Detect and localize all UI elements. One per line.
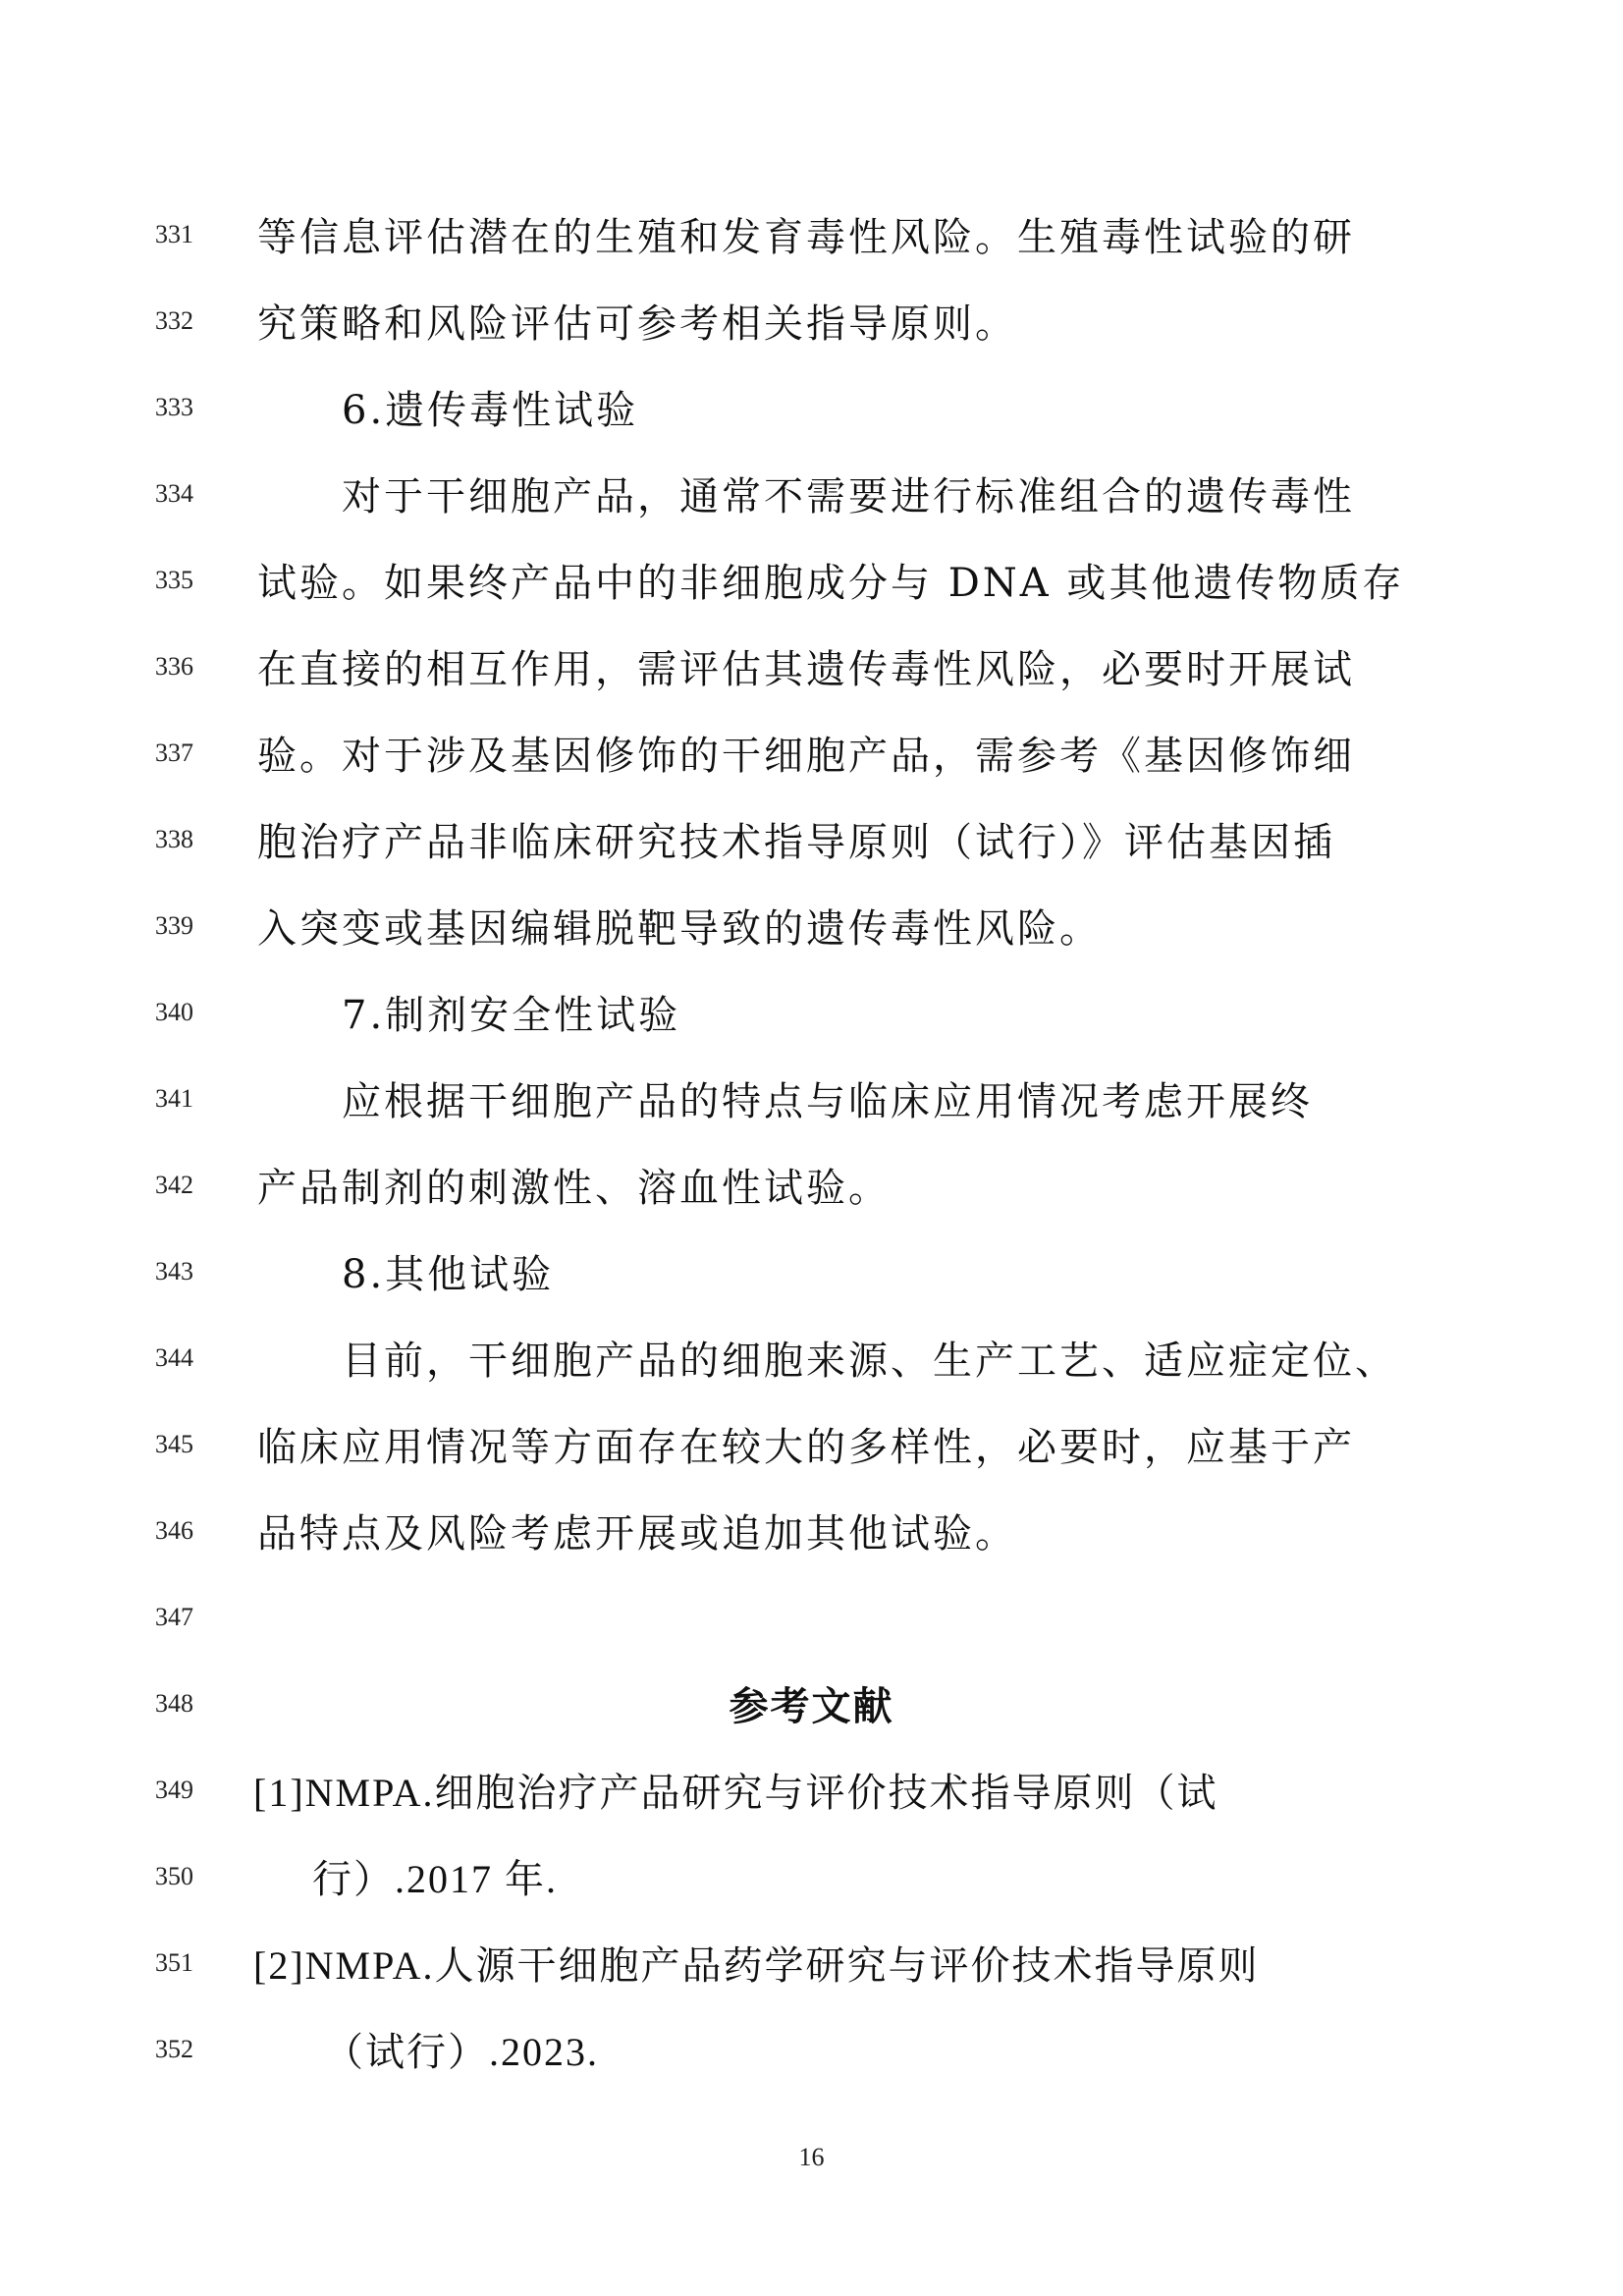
line-number: 332 — [155, 306, 193, 335]
line-number: 346 — [155, 1516, 193, 1545]
text-line — [0, 454, 1623, 540]
line-number: 351 — [155, 1948, 193, 1977]
line-number: 345 — [155, 1430, 193, 1458]
text-line — [0, 1145, 1623, 1231]
line-number: 344 — [155, 1343, 193, 1372]
text-line — [0, 194, 1623, 281]
text-line — [0, 627, 1623, 713]
paragraph-text: 在直接的相互作用，需评估其遗传毒性风险，必要时开展试 — [257, 647, 1355, 692]
paragraph-text: 目前，干细胞产品的细胞来源、生产工艺、适应症定位、 — [342, 1339, 1397, 1384]
paragraph-text: 试验。如果终产品中的非细胞成分与 DNA 或其他遗传物质存 — [257, 561, 1405, 606]
line-number: 338 — [155, 825, 193, 853]
text-line — [0, 1577, 1623, 1664]
paragraph-text: 产品制剂的刺激性、溶血性试验。 — [257, 1166, 891, 1211]
text-line — [0, 972, 1623, 1059]
text-line — [0, 713, 1623, 799]
references-heading: 参考文献 — [729, 1684, 894, 1729]
text-line — [0, 1491, 1623, 1577]
paragraph-text: 究策略和风险评估可参考相关指导原则。 — [257, 301, 1017, 347]
line-number: 352 — [155, 2035, 193, 2063]
text-line — [0, 1750, 1623, 1836]
reference-item-continuation: （试行）.2023. — [324, 2030, 599, 2074]
text-line — [0, 1664, 1623, 1750]
text-line — [0, 540, 1623, 627]
paragraph-text: 临床应用情况等方面存在较大的多样性，必要时，应基于产 — [257, 1425, 1355, 1470]
line-number: 350 — [155, 1862, 193, 1890]
reference-item: [2]NMPA.人源干细胞产品药学研究与评价技术指导原则 — [253, 1943, 1260, 1988]
paragraph-text: 应根据干细胞产品的特点与临床应用情况考虑开展终 — [342, 1079, 1313, 1124]
line-number: 334 — [155, 479, 193, 508]
line-number: 348 — [155, 1689, 193, 1718]
text-line — [0, 799, 1623, 886]
page-number: 16 — [798, 2143, 825, 2171]
section-heading: 8.其他试验 — [342, 1252, 555, 1297]
line-number: 347 — [155, 1603, 193, 1631]
paragraph-text: 胞治疗产品非临床研究技术指导原则（试行）》评估基因插 — [257, 820, 1335, 865]
reference-item: [1]NMPA.细胞治疗产品研究与评价技术指导原则（试 — [253, 1771, 1218, 1815]
text-line — [0, 1231, 1623, 1318]
line-number: 333 — [155, 393, 193, 421]
text-line — [0, 1059, 1623, 1145]
line-number: 339 — [155, 911, 193, 940]
text-line — [0, 367, 1623, 454]
text-line — [0, 2009, 1623, 2096]
text-line — [0, 1836, 1623, 1923]
line-number: 349 — [155, 1776, 193, 1804]
text-line — [0, 1318, 1623, 1404]
line-number: 341 — [155, 1084, 193, 1113]
reference-item-continuation: 行）.2017 年. — [312, 1857, 558, 1901]
paragraph-text: 品特点及风险考虑开展或追加其他试验。 — [257, 1511, 1017, 1557]
section-heading: 6.遗传毒性试验 — [342, 388, 639, 433]
text-line — [0, 886, 1623, 972]
paragraph-text: 等信息评估潜在的生殖和发育毒性风险。生殖毒性试验的研 — [257, 215, 1355, 260]
line-number: 335 — [155, 566, 193, 594]
text-line — [0, 1923, 1623, 2009]
line-number: 337 — [155, 738, 193, 767]
paragraph-text: 验。对于涉及基因修饰的干细胞产品，需参考《基因修饰细 — [257, 734, 1355, 779]
line-number: 340 — [155, 998, 193, 1026]
paragraph-text: 对于干细胞产品，通常不需要进行标准组合的遗传毒性 — [342, 474, 1355, 519]
line-number: 342 — [155, 1171, 193, 1199]
text-line — [0, 1404, 1623, 1491]
line-number: 331 — [155, 220, 193, 248]
line-number: 343 — [155, 1257, 193, 1285]
paragraph-text: 入突变或基因编辑脱靶导致的遗传毒性风险。 — [257, 906, 1102, 952]
text-line — [0, 281, 1623, 367]
line-number: 336 — [155, 652, 193, 681]
section-heading: 7.制剂安全性试验 — [342, 993, 681, 1038]
